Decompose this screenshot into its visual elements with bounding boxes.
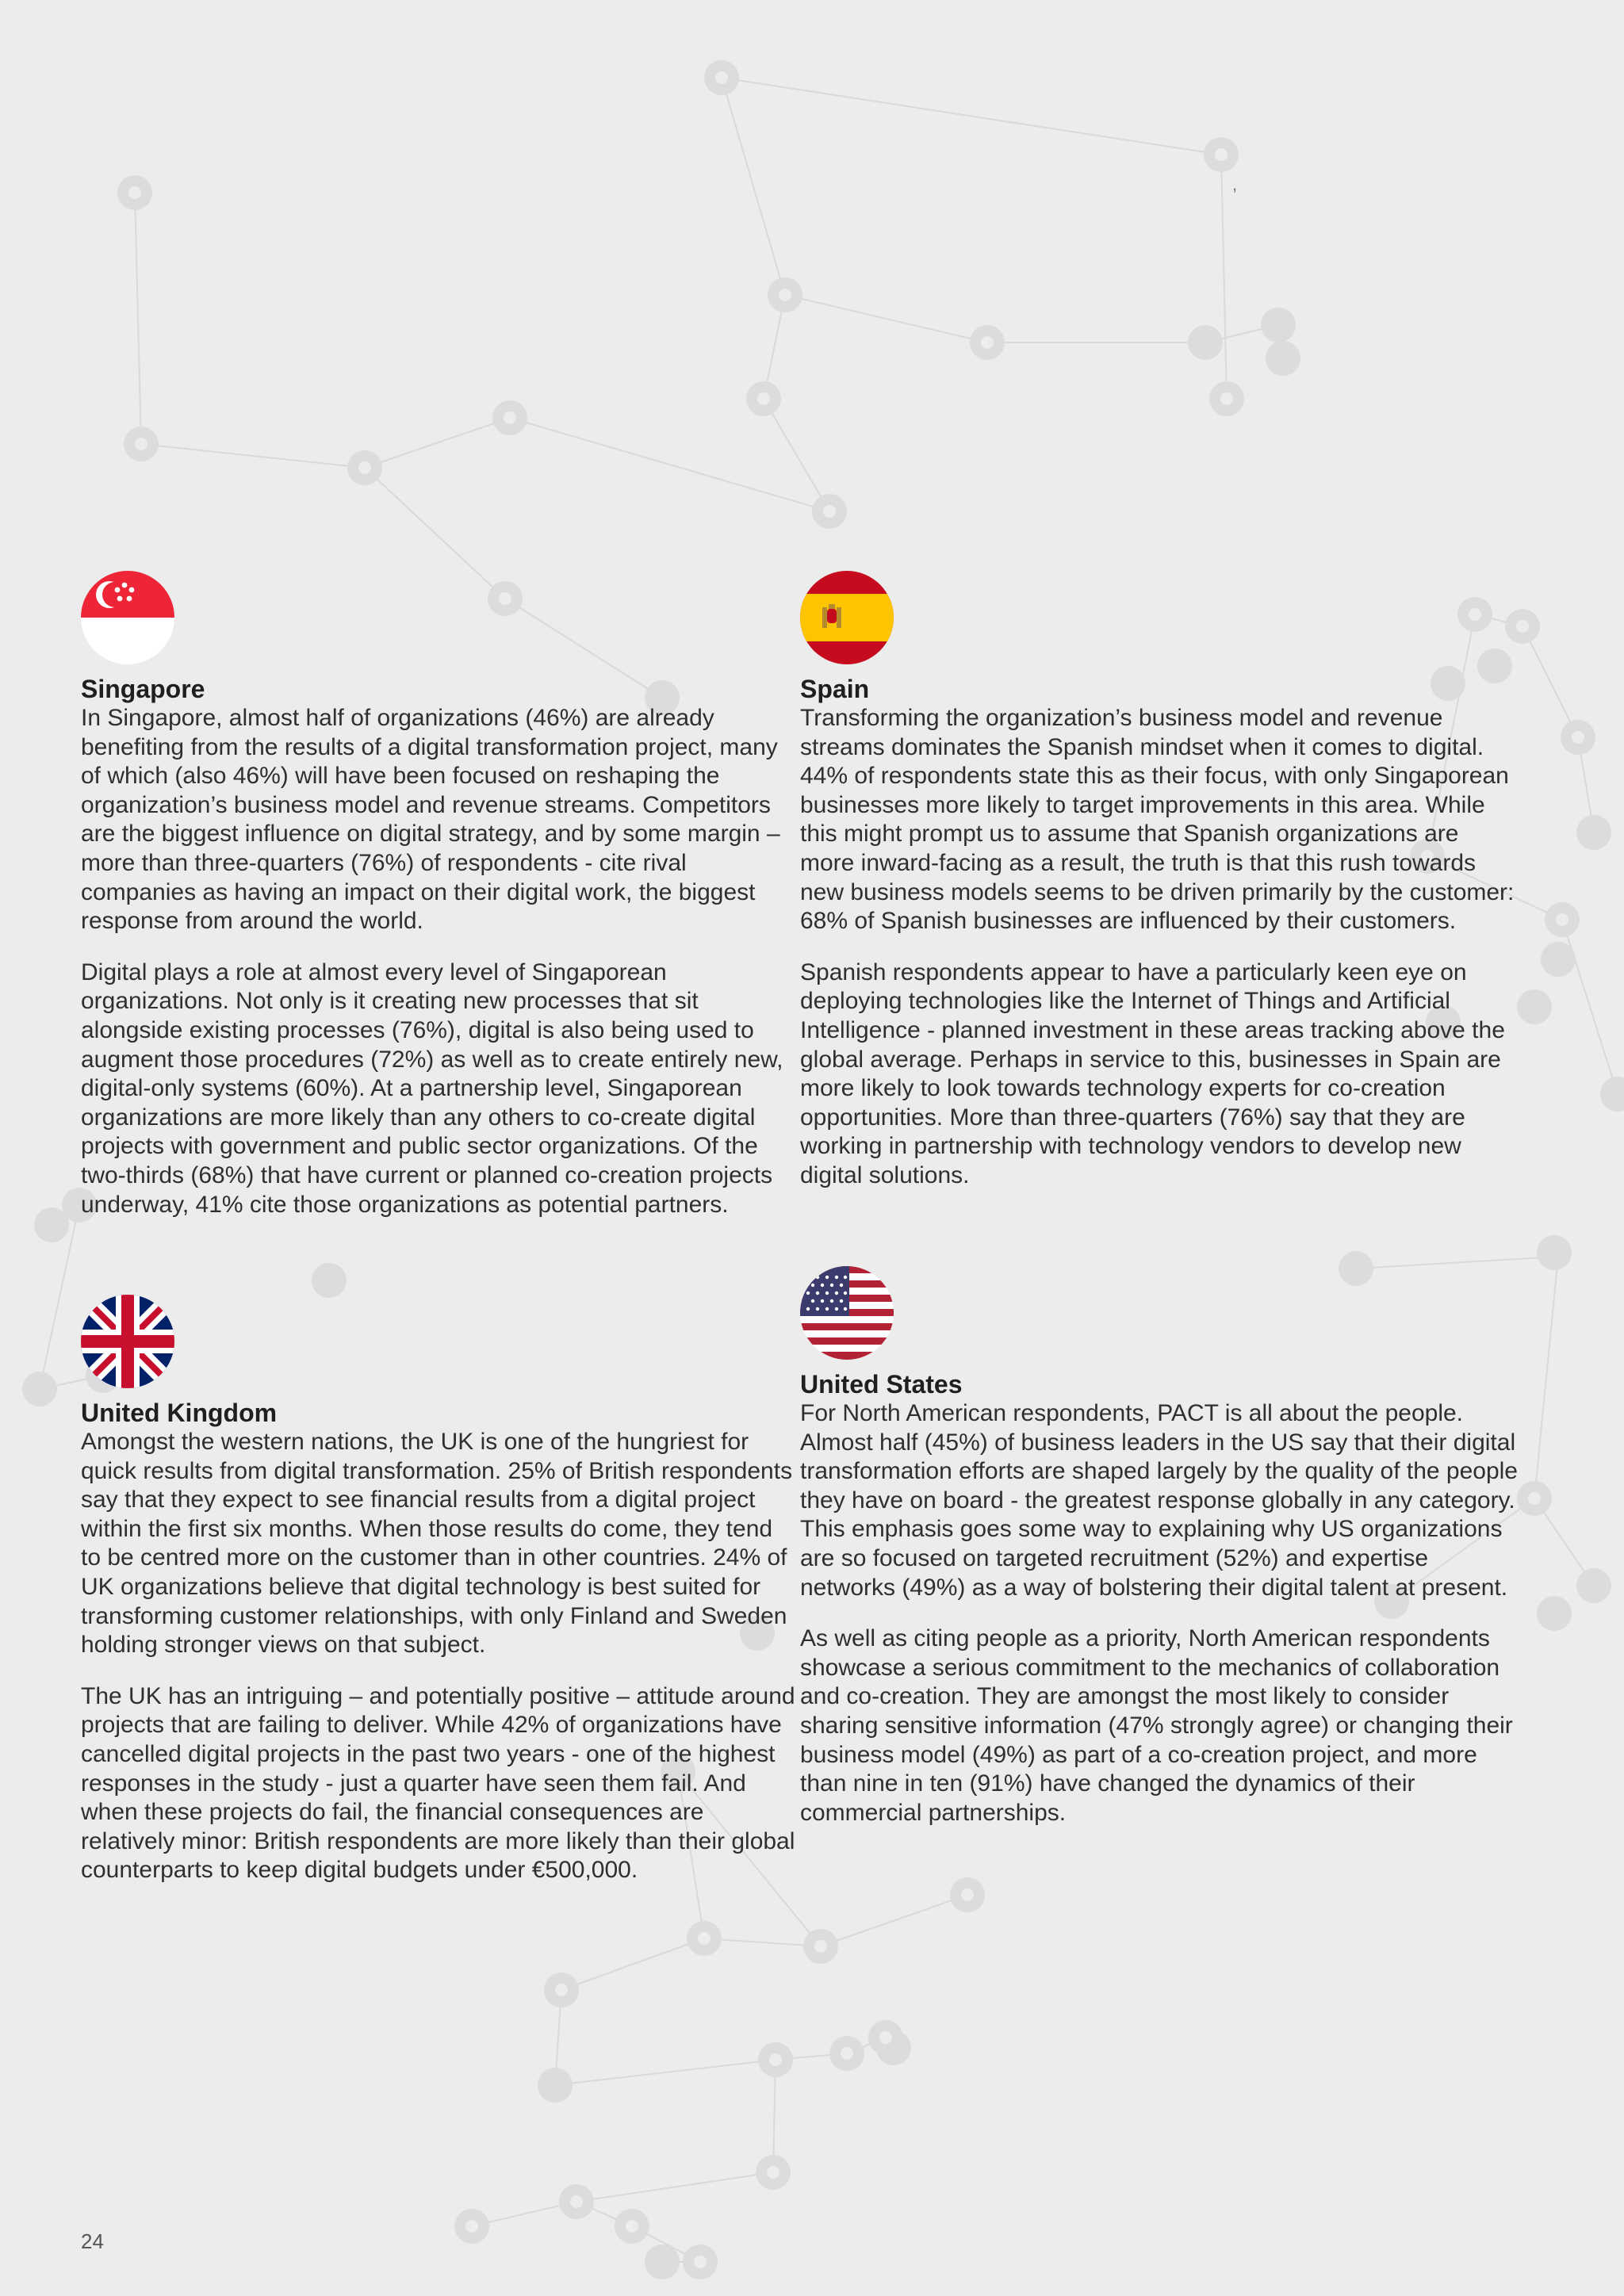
singapore-paragraph-2: Digital plays a role at almost every level of Singaporean organizations. Not only is it creating new processes that sit alongside existing processes (76%), digital is also being used to augment those procedures (72%) as well as to create entirely new, digital-only systems (60%). At a partnership level, Singaporean organizations are more likely than any others to co-create digital projects with government and public sector organizations. Of the two-thirds (68%) that have current or planned co-creation projects underway, 41% cite those organizations as potential partners. xyxy=(81,959,783,1218)
uk-paragraph-1: Amongst the western nations, the UK is one of the hungriest for quick results from digital transformation. 25% of British respondents say that they expect to see financial results from a digital project within the first six months. When those results do come, they tend to be centred more on the customer than in other countries. 24% of UK organizations believe that digital technology is best suited for transforming customer relationships, with only Finland and Sweden holding stronger views on that subject. xyxy=(81,1429,793,1659)
section-spain xyxy=(800,571,1518,1213)
us-paragraph-2: As well as citing people as a priority, North American respondents showcase a serious commitment to the mechanics of collaboration and co-creation. They are amongst the most likely to consider sharing sensitive information (47% strongly agree) or changing their business model (49%) as part of a co-creation project, and more than nine in ten (91%) have changed the dynamics of their commercial partnerships. xyxy=(800,1625,1513,1826)
country-name-united-kingdom: United Kingdom xyxy=(81,1399,278,1427)
country-name-singapore: Singapore xyxy=(81,675,205,703)
uk-paragraph-2: The UK has an intriguing – and potentially positive – attitude around projects that are failing to deliver. While 42% of organizations have cancelled digital projects in the past two years - one of the highest responses in the study - just a quarter have seen them fail. And when these projects do fail, the financial consequences are relatively minor: British respondents are more likely than their global counterparts to keep digital budgets under €500,000. xyxy=(81,1682,795,1884)
country-name-united-states: United States xyxy=(800,1370,963,1399)
section-united-kingdom xyxy=(81,1295,799,1908)
spain-flag-icon xyxy=(800,571,894,664)
singapore-flag-icon xyxy=(81,571,174,664)
spain-paragraph-2: Spanish respondents appear to have a particularly keen eye on deploying technologies like the Internet of Things and Artificial Intelligence - planned investment in these areas tracking above the global average. Perhaps in service to this, businesses in Spain are more likely to look towards technology experts for co-creation opportunities. More than three-quarters (76%) say that they are working in partnership with technology vendors to develop new digital solutions. xyxy=(800,959,1505,1188)
section-united-states xyxy=(800,1266,1518,1850)
page-number: 24 xyxy=(81,2229,104,2253)
section-singapore xyxy=(81,571,799,1242)
united-kingdom-flag-icon xyxy=(81,1295,174,1388)
spain-paragraph-1: Transforming the organization’s business model and revenue streams dominates the Spanish mindset when it comes to digital. 44% of respondents state this as their focus, with only Singaporean businesses more likely to target improvements in this area. While this might prompt us to assume that Spanish organizations are more inward-facing as a result, the truth is that this rush towards new business models seems to be driven primarily by the customer: 68% of Spanish businesses are influenced by their customers. xyxy=(800,705,1515,935)
stray-mark: , xyxy=(1232,174,1238,194)
singapore-paragraph-1: In Singapore, almost half of organizations (46%) are already benefiting from the results of a digital transformation project, many of which (also 46%) will have been focused on reshaping the organization’s business model and revenue streams. Competitors are the biggest influence on digital strategy, and by some margin – more than three-quarters (76%) of respondents - cite rival companies as having an impact on their digital work, the biggest response from around the world. xyxy=(81,705,780,935)
country-name-spain: Spain xyxy=(800,675,870,703)
us-paragraph-1: For North American respondents, PACT is all about the people. Almost half (45%) of business leaders in the US say that their digital transformation efforts are shaped largely by the quality of the people they have on board - the greatest response globally in any category. This emphasis goes some way to explaining why US organizations are so focused on targeted recruitment (52%) and expertise networks (49%) as a way of bolstering their digital talent at present. xyxy=(800,1400,1518,1601)
united-states-flag-icon xyxy=(800,1266,894,1360)
